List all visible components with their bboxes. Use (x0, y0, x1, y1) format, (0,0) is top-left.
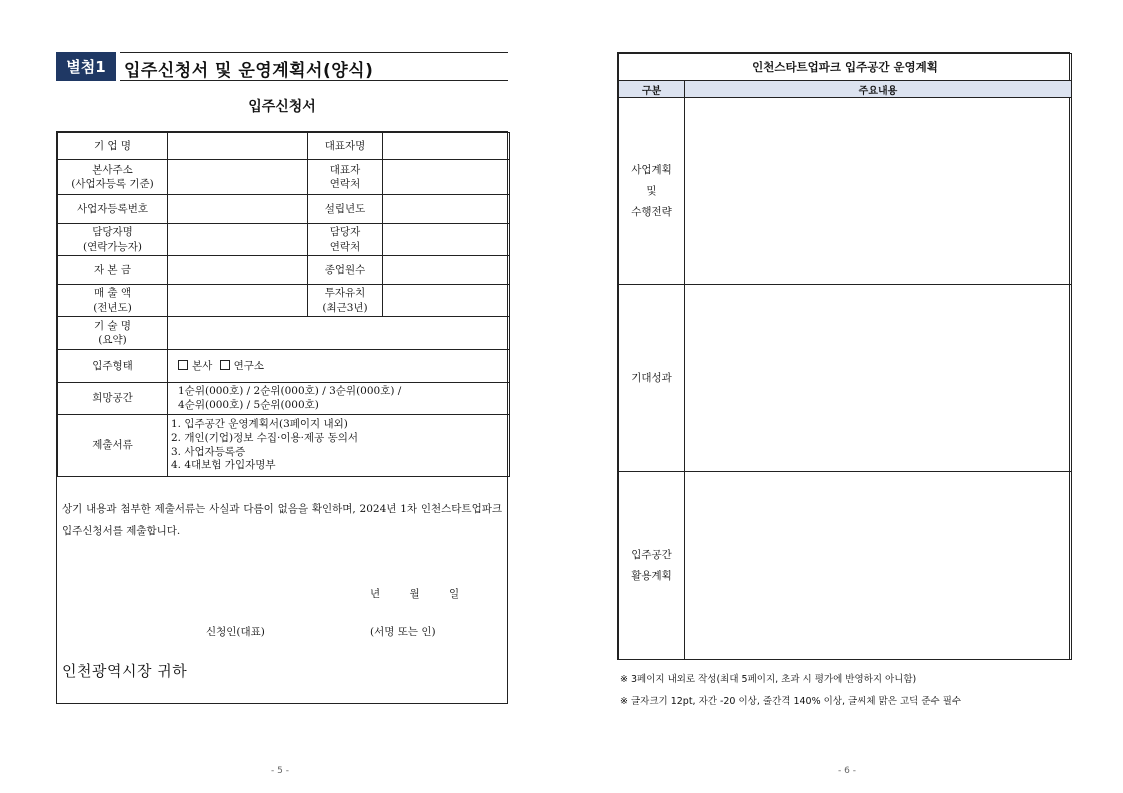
category-text: 수행전략 (631, 205, 672, 218)
applicant-label: 신청인(대표) (206, 626, 265, 638)
label-text: (최근3년) (322, 301, 368, 314)
notes (620, 669, 961, 713)
declaration-text: 상기 내용과 첨부한 제출서류는 사실과 다름이 없음을 확인하며, 2024년 1차 인천스타트업파크 입주신청서를 제출합니다. (62, 503, 502, 537)
field-ceo-contact[interactable] (383, 160, 510, 195)
label-occupancy-type: 입주형태 (58, 350, 168, 383)
field-employees[interactable] (383, 256, 510, 285)
attachment-badge: 별첨1 (56, 52, 116, 81)
field-capital[interactable] (168, 256, 308, 285)
category-business-plan (619, 98, 685, 285)
plan-table-title: 인천스타트업파크 입주공간 운영계획 (619, 54, 1072, 81)
desired-space-line: 4순위(000호) / 5순위(000호) (178, 398, 319, 411)
field-investment[interactable] (383, 285, 510, 317)
label-manager-contact (308, 224, 383, 256)
header-category: 구분 (619, 81, 685, 98)
category-text: 및 (646, 184, 657, 197)
field-company-name[interactable] (168, 133, 308, 160)
form-title: 입주신청서 (248, 99, 316, 115)
label-text: 담당자 (329, 226, 361, 239)
label-text: 기 술 명 (93, 319, 132, 332)
signature-label: (서명 또는 인) (370, 626, 436, 638)
field-desired-space[interactable] (168, 383, 510, 415)
label-text: 매 출 액 (93, 287, 132, 300)
document-item: 2. 개인(기업)정보 수집·이용·제공 동의서 (171, 431, 359, 444)
category-text: 기대성과 (631, 371, 672, 384)
field-revenue[interactable] (168, 285, 308, 317)
label-text: 투자유치 (324, 287, 366, 300)
label-hq-address (58, 160, 168, 195)
page-number: - 5 - (271, 766, 289, 776)
operation-plan-form (617, 52, 1070, 660)
field-manager-contact[interactable] (383, 224, 510, 256)
note-formatting: ※ 글자크기 12pt, 자간 -20 이상, 줄간격 140% 이상, 글씨체 맑은 고딕 준수 필수 (620, 696, 962, 707)
label-text: 대표자 (329, 163, 361, 176)
category-text: 입주공간 (631, 548, 672, 561)
category-text: 활용계획 (631, 569, 672, 582)
content-expected-results[interactable] (685, 285, 1072, 472)
field-hq-address[interactable] (168, 160, 308, 195)
option-hq-label: 본사 (192, 359, 213, 372)
field-business-reg-no[interactable] (168, 195, 308, 224)
label-text: 연락처 (329, 240, 361, 253)
label-founding-year: 설립년도 (308, 195, 383, 224)
date-day-label: 일 (449, 588, 460, 600)
checkbox-hq[interactable] (178, 360, 188, 370)
label-ceo-name: 대표자명 (308, 133, 383, 160)
label-text: (요약) (98, 334, 127, 346)
document-item: 1. 입주공간 운영계획서(3페이지 내외) (171, 418, 348, 431)
date-line (370, 586, 485, 601)
desired-space-line: 1순위(000호) / 2순위(000호) / 3순위(000호) / (178, 384, 402, 397)
page-number: - 6 - (838, 766, 856, 776)
date-month-label: 월 (409, 588, 420, 600)
field-ceo-name[interactable] (383, 133, 510, 160)
attachment-header (56, 52, 508, 82)
field-founding-year[interactable] (383, 195, 510, 224)
field-occupancy-type (168, 350, 510, 383)
label-company-name: 기 업 명 (58, 133, 168, 160)
category-space-plan (619, 472, 685, 660)
field-manager-name[interactable] (168, 224, 308, 256)
field-technology[interactable] (168, 317, 510, 350)
label-technology (58, 317, 168, 350)
checkbox-research-lab[interactable] (220, 360, 230, 370)
operation-plan-table (618, 53, 1072, 660)
application-table (57, 132, 510, 477)
application-form (56, 131, 508, 704)
document-item: 3. 사업자등록증 (171, 445, 246, 458)
label-text: (사업자등록 기준) (71, 178, 154, 190)
label-capital: 자 본 금 (58, 256, 168, 285)
content-business-plan[interactable] (685, 98, 1072, 285)
label-text: 연락처 (329, 178, 361, 190)
label-text: 담당자명 (92, 226, 133, 239)
document-item: 4. 4대보험 가입자명부 (171, 459, 276, 472)
label-revenue (58, 285, 168, 317)
label-text: (연락가능자) (83, 240, 142, 253)
attachment-title: 입주신청서 및 운영계획서(양식) (124, 61, 374, 81)
header-rule-top (120, 52, 508, 53)
note-page-limit: ※ 3페이지 내외로 작성(최대 5페이지, 초과 시 평가에 반영하지 아니함) (620, 674, 917, 685)
header-rule-bottom (120, 80, 508, 81)
header-main-content: 주요내용 (685, 81, 1072, 98)
label-documents: 제출서류 (58, 415, 168, 477)
option-research-lab-label: 연구소 (233, 359, 265, 372)
label-investment (308, 285, 383, 317)
label-text: 본사주소 (92, 163, 133, 176)
label-business-reg-no: 사업자등록번호 (58, 195, 168, 224)
label-desired-space: 희망공간 (58, 383, 168, 415)
label-manager-name (58, 224, 168, 256)
label-text: (전년도) (93, 301, 132, 314)
recipient: 인천광역시장 귀하 (62, 662, 188, 680)
field-documents (168, 415, 510, 477)
page-5 (0, 0, 561, 793)
content-space-plan[interactable] (685, 472, 1072, 660)
date-year-label: 년 (370, 588, 381, 600)
category-expected-results (619, 285, 685, 472)
label-ceo-contact (308, 160, 383, 195)
category-text: 사업계획 (631, 163, 672, 176)
label-employees: 종업원수 (308, 256, 383, 285)
